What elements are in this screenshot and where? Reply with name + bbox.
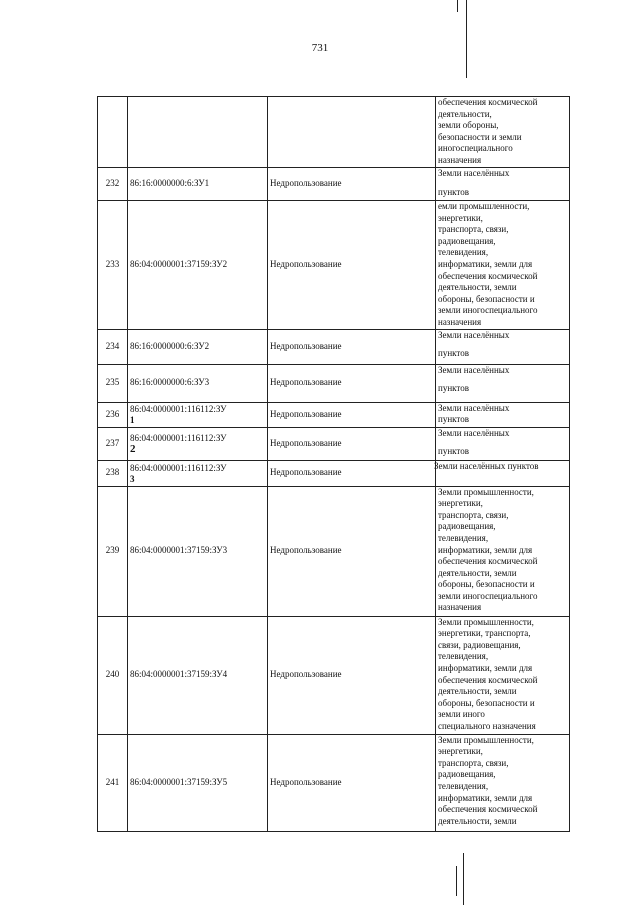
land-category-line: обеспечения космической: [438, 97, 538, 107]
land-category-line: назначения: [438, 602, 482, 613]
land-category-line: деятельности, земли: [438, 815, 517, 826]
permitted-use-cell: Недропользование: [268, 402, 436, 427]
row-number-cell: 234: [98, 329, 128, 364]
land-category-line: деятельности,: [438, 108, 492, 119]
row-number-cell: 232: [98, 168, 128, 201]
land-category-cell: [436, 168, 570, 201]
land-category-line: Земли населённых: [438, 402, 510, 413]
land-category-line: Земли населённых пунктов: [434, 460, 539, 471]
land-category-line: пунктов: [438, 414, 469, 425]
land-category-line: обороны, безопасности и: [438, 697, 535, 708]
line-spacer: [438, 376, 567, 383]
scan-margin-line: [463, 853, 464, 905]
land-category-line: телевидения,: [438, 651, 489, 662]
land-category-line: транспорта, связи,: [438, 224, 509, 235]
land-category-cell: [436, 460, 570, 486]
table-row: [98, 97, 570, 168]
permitted-use-cell: [268, 97, 436, 168]
table-row: [98, 168, 570, 201]
land-category-line: назначения: [438, 154, 482, 165]
table-row: [98, 364, 570, 402]
land-category-line: информатики, земли для: [438, 544, 533, 555]
cadastral-number-cell: [128, 460, 268, 486]
land-category-line: иногоспециального: [438, 143, 513, 154]
row-number-cell: 239: [98, 486, 128, 616]
cadastral-number-cell: 86:16:0000000:6:ЗУ1: [128, 168, 268, 201]
cadastral-number-main: 86:04:0000001:116112:ЗУ: [130, 404, 227, 415]
land-category-line: телевидения,: [438, 780, 489, 791]
land-category-line: обеспечения космической: [438, 804, 538, 815]
land-category-line: назначения: [438, 316, 482, 327]
land-category-cell: [436, 486, 570, 616]
land-category-line: Земли промышленности,: [438, 486, 534, 497]
land-category-line: безопасности и земли: [438, 131, 522, 142]
cadastral-number-cell: [128, 402, 268, 427]
land-category-cell: [436, 97, 570, 168]
land-category-line: обеспечения космической: [438, 270, 538, 281]
land-category-line: информатики, земли для: [438, 258, 533, 269]
land-category-cell: [436, 329, 570, 364]
permitted-use-cell: Недропользование: [268, 364, 436, 402]
cadastral-number-suffix: 3: [130, 473, 135, 484]
land-category-line: информатики, земли для: [438, 662, 533, 673]
land-category-line: энергетики,: [438, 746, 483, 757]
cadastral-number-cell: 86:04:0000001:37159:ЗУ3: [128, 486, 268, 616]
cadastral-number-suffix: 2: [130, 443, 136, 456]
land-category-line: Земли населённых: [438, 168, 510, 178]
land-category-line: энергетики, транспорта,: [438, 628, 531, 639]
land-category-line: пунктов: [438, 186, 469, 197]
row-number-cell: 235: [98, 364, 128, 402]
row-number-cell: 237: [98, 427, 128, 460]
permitted-use-cell: Недропользование: [268, 168, 436, 201]
land-category-cell: [436, 364, 570, 402]
land-category-line: обороны, безопасности и: [438, 579, 535, 590]
land-category-line: Земли населённых: [438, 364, 510, 375]
land-category-line: специального назначения: [438, 720, 536, 731]
table-row: [98, 427, 570, 460]
cadastral-number-cell: 86:16:0000000:6:ЗУ2: [128, 329, 268, 364]
land-category-line: связи, радиовещания,: [438, 639, 521, 650]
land-category-line: земли иногоспециального: [438, 590, 538, 601]
land-plots-table-body: [98, 97, 570, 832]
land-category-line: радиовещания,: [438, 769, 496, 780]
land-category-line: Земли населённых: [438, 329, 510, 340]
row-number-cell: 241: [98, 734, 128, 831]
permitted-use-cell: Недропользование: [268, 616, 436, 734]
land-category-line: пунктов: [438, 446, 469, 457]
land-category-line: обеспечения космической: [438, 674, 538, 685]
row-number-cell: 238: [98, 460, 128, 486]
land-category-cell: [436, 616, 570, 734]
land-category-line: емли промышленности,: [438, 201, 530, 211]
cadastral-number-cell: [128, 97, 268, 168]
land-category-line: информатики, земли для: [438, 792, 533, 803]
cadastral-number-cell: 86:04:0000001:37159:ЗУ2: [128, 201, 268, 330]
line-spacer: [438, 180, 567, 187]
line-spacer: [438, 439, 567, 446]
land-category-line: транспорта, связи,: [438, 509, 509, 520]
row-number-cell: 236: [98, 402, 128, 427]
land-category-line: земли обороны,: [438, 120, 499, 131]
land-category-line: телевидения,: [438, 532, 489, 543]
line-spacer: [438, 341, 567, 348]
land-category-line: пунктов: [438, 383, 469, 394]
land-category-line: обеспечения космической: [438, 556, 538, 567]
land-category-cell: [436, 402, 570, 427]
table-row: [98, 734, 570, 831]
permitted-use-cell: Недропользование: [268, 460, 436, 486]
table-row: [98, 402, 570, 427]
land-plots-table: [97, 96, 570, 832]
permitted-use-cell: Недропользование: [268, 201, 436, 330]
page-number: 731: [311, 42, 329, 54]
scan-margin-line: [457, 0, 458, 12]
land-category-line: энергетики,: [438, 498, 483, 509]
land-category-line: деятельности, земли: [438, 282, 517, 293]
land-category-line: Земли населённых: [438, 427, 510, 438]
permitted-use-cell: Недропользование: [268, 427, 436, 460]
cadastral-number-main: 86:04:0000001:116112:ЗУ: [130, 462, 227, 473]
cadastral-number-cell: 86:04:0000001:37159:ЗУ5: [128, 734, 268, 831]
land-category-line: радиовещания,: [438, 521, 496, 532]
cadastral-number-cell: 86:04:0000001:37159:ЗУ4: [128, 616, 268, 734]
permitted-use-cell: Недропользование: [268, 486, 436, 616]
land-category-line: энергетики,: [438, 212, 483, 223]
permitted-use-cell: Недропользование: [268, 329, 436, 364]
land-category-line: Земли промышленности,: [438, 734, 534, 745]
land-category-line: обороны, безопасности и: [438, 293, 535, 304]
land-category-line: пунктов: [438, 348, 469, 359]
cadastral-number-cell: 86:16:0000000:6:ЗУ3: [128, 364, 268, 402]
land-category-line: транспорта, связи,: [438, 757, 509, 768]
table-row: [98, 329, 570, 364]
row-number-cell: [98, 97, 128, 168]
cadastral-number-suffix: 1: [130, 415, 135, 426]
row-number-cell: 240: [98, 616, 128, 734]
land-category-line: деятельности, земли: [438, 686, 517, 697]
table-row: [98, 616, 570, 734]
land-category-cell: [436, 427, 570, 460]
permitted-use-cell: Недропользование: [268, 734, 436, 831]
scan-margin-line: [466, 0, 467, 78]
land-category-line: земли иного: [438, 709, 485, 720]
land-category-line: радиовещания,: [438, 235, 496, 246]
land-category-line: телевидения,: [438, 247, 489, 258]
table-row: [98, 201, 570, 330]
cadastral-number-main: 86:04:0000001:116112:ЗУ: [130, 433, 227, 444]
land-category-line: земли иногоспециального: [438, 305, 538, 316]
land-category-line: Земли промышленности,: [438, 616, 534, 627]
land-category-cell: [436, 734, 570, 831]
cadastral-number-cell: [128, 427, 268, 460]
land-category-cell: [436, 201, 570, 330]
table-row: [98, 460, 570, 486]
scan-margin-line: [456, 866, 457, 896]
table-row: [98, 486, 570, 616]
row-number-cell: 233: [98, 201, 128, 330]
land-category-line: деятельности, земли: [438, 567, 517, 578]
